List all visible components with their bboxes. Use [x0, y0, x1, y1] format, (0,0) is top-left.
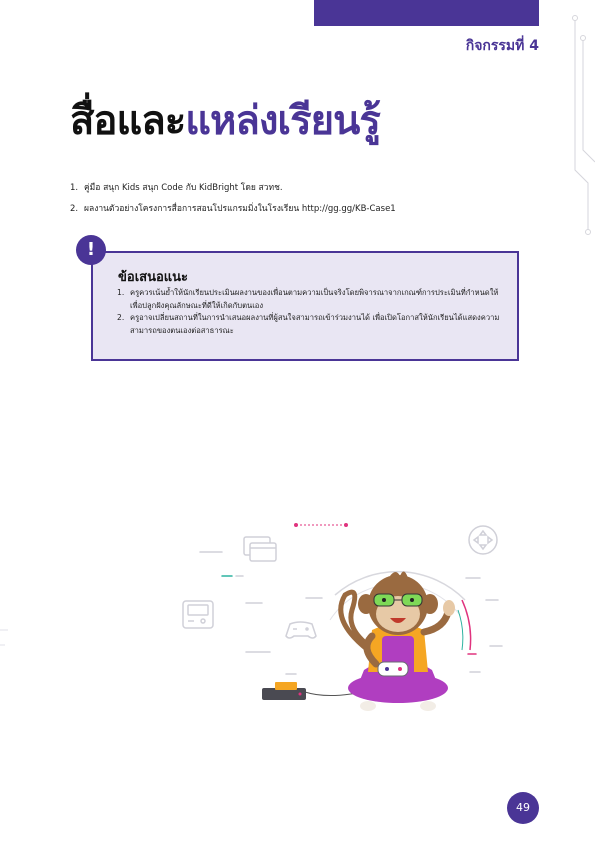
exclamation-icon: ! [76, 235, 106, 265]
activity-label: กิจกรรมที่ 4 [465, 38, 539, 54]
monkey-gamer-illustration [341, 571, 455, 711]
tip-title: ข้อเสนอแนะ [118, 270, 189, 285]
reference-number: 1. [70, 183, 79, 193]
reference-text: คู่มือ สนุก Kids สนุก Code กับ KidBright โดย สวทช. [84, 183, 283, 193]
tip-text: ครูอาจเปลี่ยนสถานที่ในการนำเสนอผลงานที่ผู้สนใจสามารถเข้าร่วมงานได้ เพื่อเปิดโอกาสให้นักเรียนได้แสดงความสามารถของตนเองต่อสาธารณะ [130, 313, 500, 335]
reference-number: 2. [70, 204, 79, 214]
dpad-icon [469, 526, 497, 554]
page-title-part2: แหล่งเรียนรู้ [185, 98, 380, 144]
circuit-lines-left-decoration [0, 630, 8, 645]
browser-windows-icon [244, 537, 276, 561]
page-title-part1: สื่อและ [70, 98, 186, 144]
connector-dots [294, 523, 348, 527]
tip-number: 2. [117, 313, 125, 322]
circuit-lines-decoration [573, 16, 595, 235]
handheld-console-icon [183, 601, 213, 628]
gamepad-icon [286, 622, 316, 638]
tip-number: 1. [117, 288, 125, 297]
page-number: 49 [507, 792, 539, 824]
reference-text: ผลงานตัวอย่างโครงการสื่อการสอนโปรแกรมมิ่งในโรงเรียน http://gg.gg/KB-Case1 [84, 204, 396, 214]
tip-text: ครูควรเน้นย้ำให้นักเรียนประเมินผลงานของเพื่อนตามความเป็นจริงโดยพิจารณาจากเกณฑ์การประเมินที่กำหนดให้ เพื่อปลูกฝังคุณลักษณะที่ดีให้เกิดกับตนเอง [130, 288, 499, 310]
